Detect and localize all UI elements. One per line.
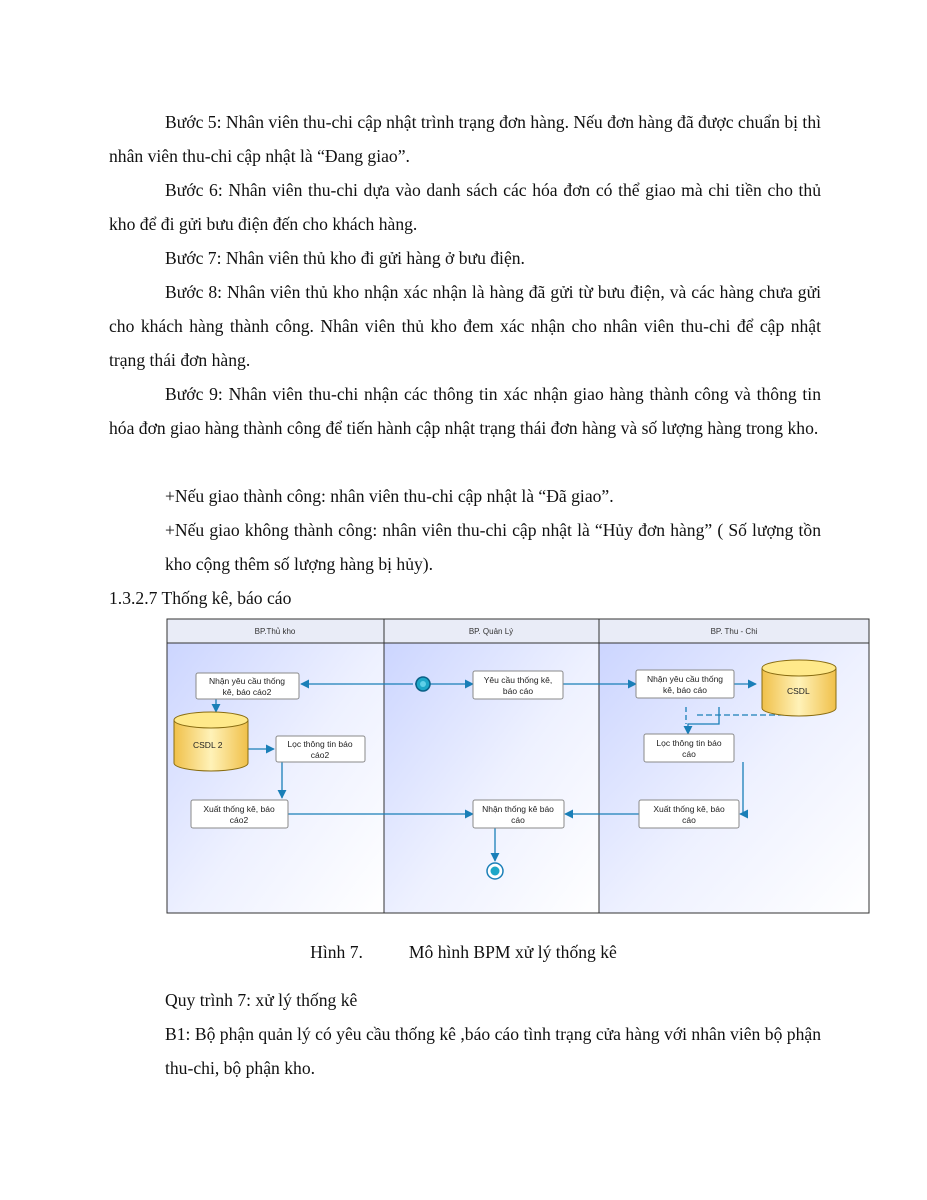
node-tk-receive — [196, 673, 299, 699]
start-event — [416, 677, 430, 691]
node-tc-receive-line2: kê, báo cáo — [663, 685, 707, 695]
paragraph-fail-case: +Nếu giao không thành công: nhân viên thu-chi cập nhật là “Hủy đơn hàng” ( Số lượng tồn kho cộng thêm số lượng hàng bị hủy). — [165, 520, 821, 574]
node-tc-filter-line2: cáo — [682, 749, 696, 759]
node-ql-request-line2: báo cáo — [502, 686, 534, 696]
paragraph-step-9: Bước 9: Nhân viên thu-chi nhận các thông tin xác nhận giao hàng thành công và thông tin hóa đơn giao hàng thành công để tiến hành cập nhật trạng thái đơn hàng và số lượng hàng trong kho. — [109, 384, 821, 438]
process-step-b1: B1: Bộ phận quản lý có yêu cầu thống kê ,báo cáo tình trạng cửa hàng với nhân viên bộ phận thu-chi, bộ phận kho. — [165, 1024, 821, 1078]
figure-title: Mô hình BPM xử lý thống kê — [408, 942, 617, 962]
section-heading: 1.3.2.7 Thống kê, báo cáo — [109, 588, 292, 608]
node-tk-export-line1: Xuất thống kê, báo — [203, 804, 275, 814]
end-event — [487, 863, 503, 879]
paragraph-success-case: +Nếu giao thành công: nhân viên thu-chi cập nhật là “Đã giao”. — [165, 486, 614, 506]
node-tc-filter-line1: Lọc thông tin báo — [656, 738, 722, 748]
node-tk-filter-line1: Lọc thông tin báo — [287, 739, 353, 749]
lane-title-thu-chi: BP. Thu - Chi — [710, 627, 758, 636]
node-tc-export-line2: cáo — [682, 815, 696, 825]
db-csdl — [762, 660, 836, 716]
node-tc-receive-line1: Nhận yêu cầu thống — [646, 674, 724, 684]
node-tc-receive — [636, 670, 734, 698]
figure-label: Hình 7. — [310, 942, 363, 962]
db-csdl-label: CSDL — [787, 686, 810, 696]
node-ql-receive — [473, 800, 564, 828]
db-csdl2-label: CSDL 2 — [193, 740, 223, 750]
process-title: Quy trình 7: xử lý thống kê — [165, 990, 358, 1010]
node-tk-filter-line2: cáo2 — [310, 750, 330, 760]
db-csdl2 — [174, 712, 248, 771]
node-tk-receive-line2: kê, báo cáo2 — [222, 687, 272, 697]
node-tc-export — [639, 800, 739, 828]
paragraph-step-7: Bước 7: Nhân viên thủ kho đi gửi hàng ở bưu điện. — [165, 248, 525, 268]
node-tk-filter — [276, 736, 365, 762]
node-tk-export-line2: cáo2 — [229, 815, 249, 825]
node-tk-export — [191, 800, 288, 828]
node-tk-receive-line1: Nhận yêu cầu thống — [208, 676, 286, 686]
lane-title-quan-ly: BP. Quản Lý — [468, 627, 514, 636]
node-ql-receive-line1: Nhận thống kê báo — [482, 804, 554, 814]
node-ql-request-line1: Yêu cầu thống kê, — [483, 675, 553, 685]
figure-caption — [0, 937, 927, 967]
paragraph-step-5: Bước 5: Nhân viên thu-chi cập nhật trình trạng đơn hàng. Nếu đơn hàng đã được chuẩn bị thì nhân viên thu-chi cập nhật là “Đang giao”. — [109, 112, 821, 166]
node-ql-request — [473, 671, 563, 699]
node-tc-export-line1: Xuất thống kê, báo — [653, 804, 725, 814]
node-tc-filter — [644, 734, 734, 762]
node-ql-receive-line2: cáo — [511, 815, 525, 825]
lane-title-thu-kho: BP.Thủ kho — [254, 627, 296, 636]
paragraph-step-6: Bước 6: Nhân viên thu-chi dựa vào danh sách các hóa đơn có thể giao mà chi tiền cho thủ kho để đi gửi bưu điện đến cho khách hàng. — [109, 180, 821, 234]
bpm-diagram — [166, 618, 871, 916]
paragraph-step-8: Bước 8: Nhân viên thủ kho nhận xác nhận là hàng đã gửi từ bưu điện, và các hàng chưa gửi cho khách hàng thành công. Nhân viên thủ kho đem xác nhận cho nhân viên thu-chi để cập nhật trạng thái đơn hàng. — [109, 282, 821, 370]
